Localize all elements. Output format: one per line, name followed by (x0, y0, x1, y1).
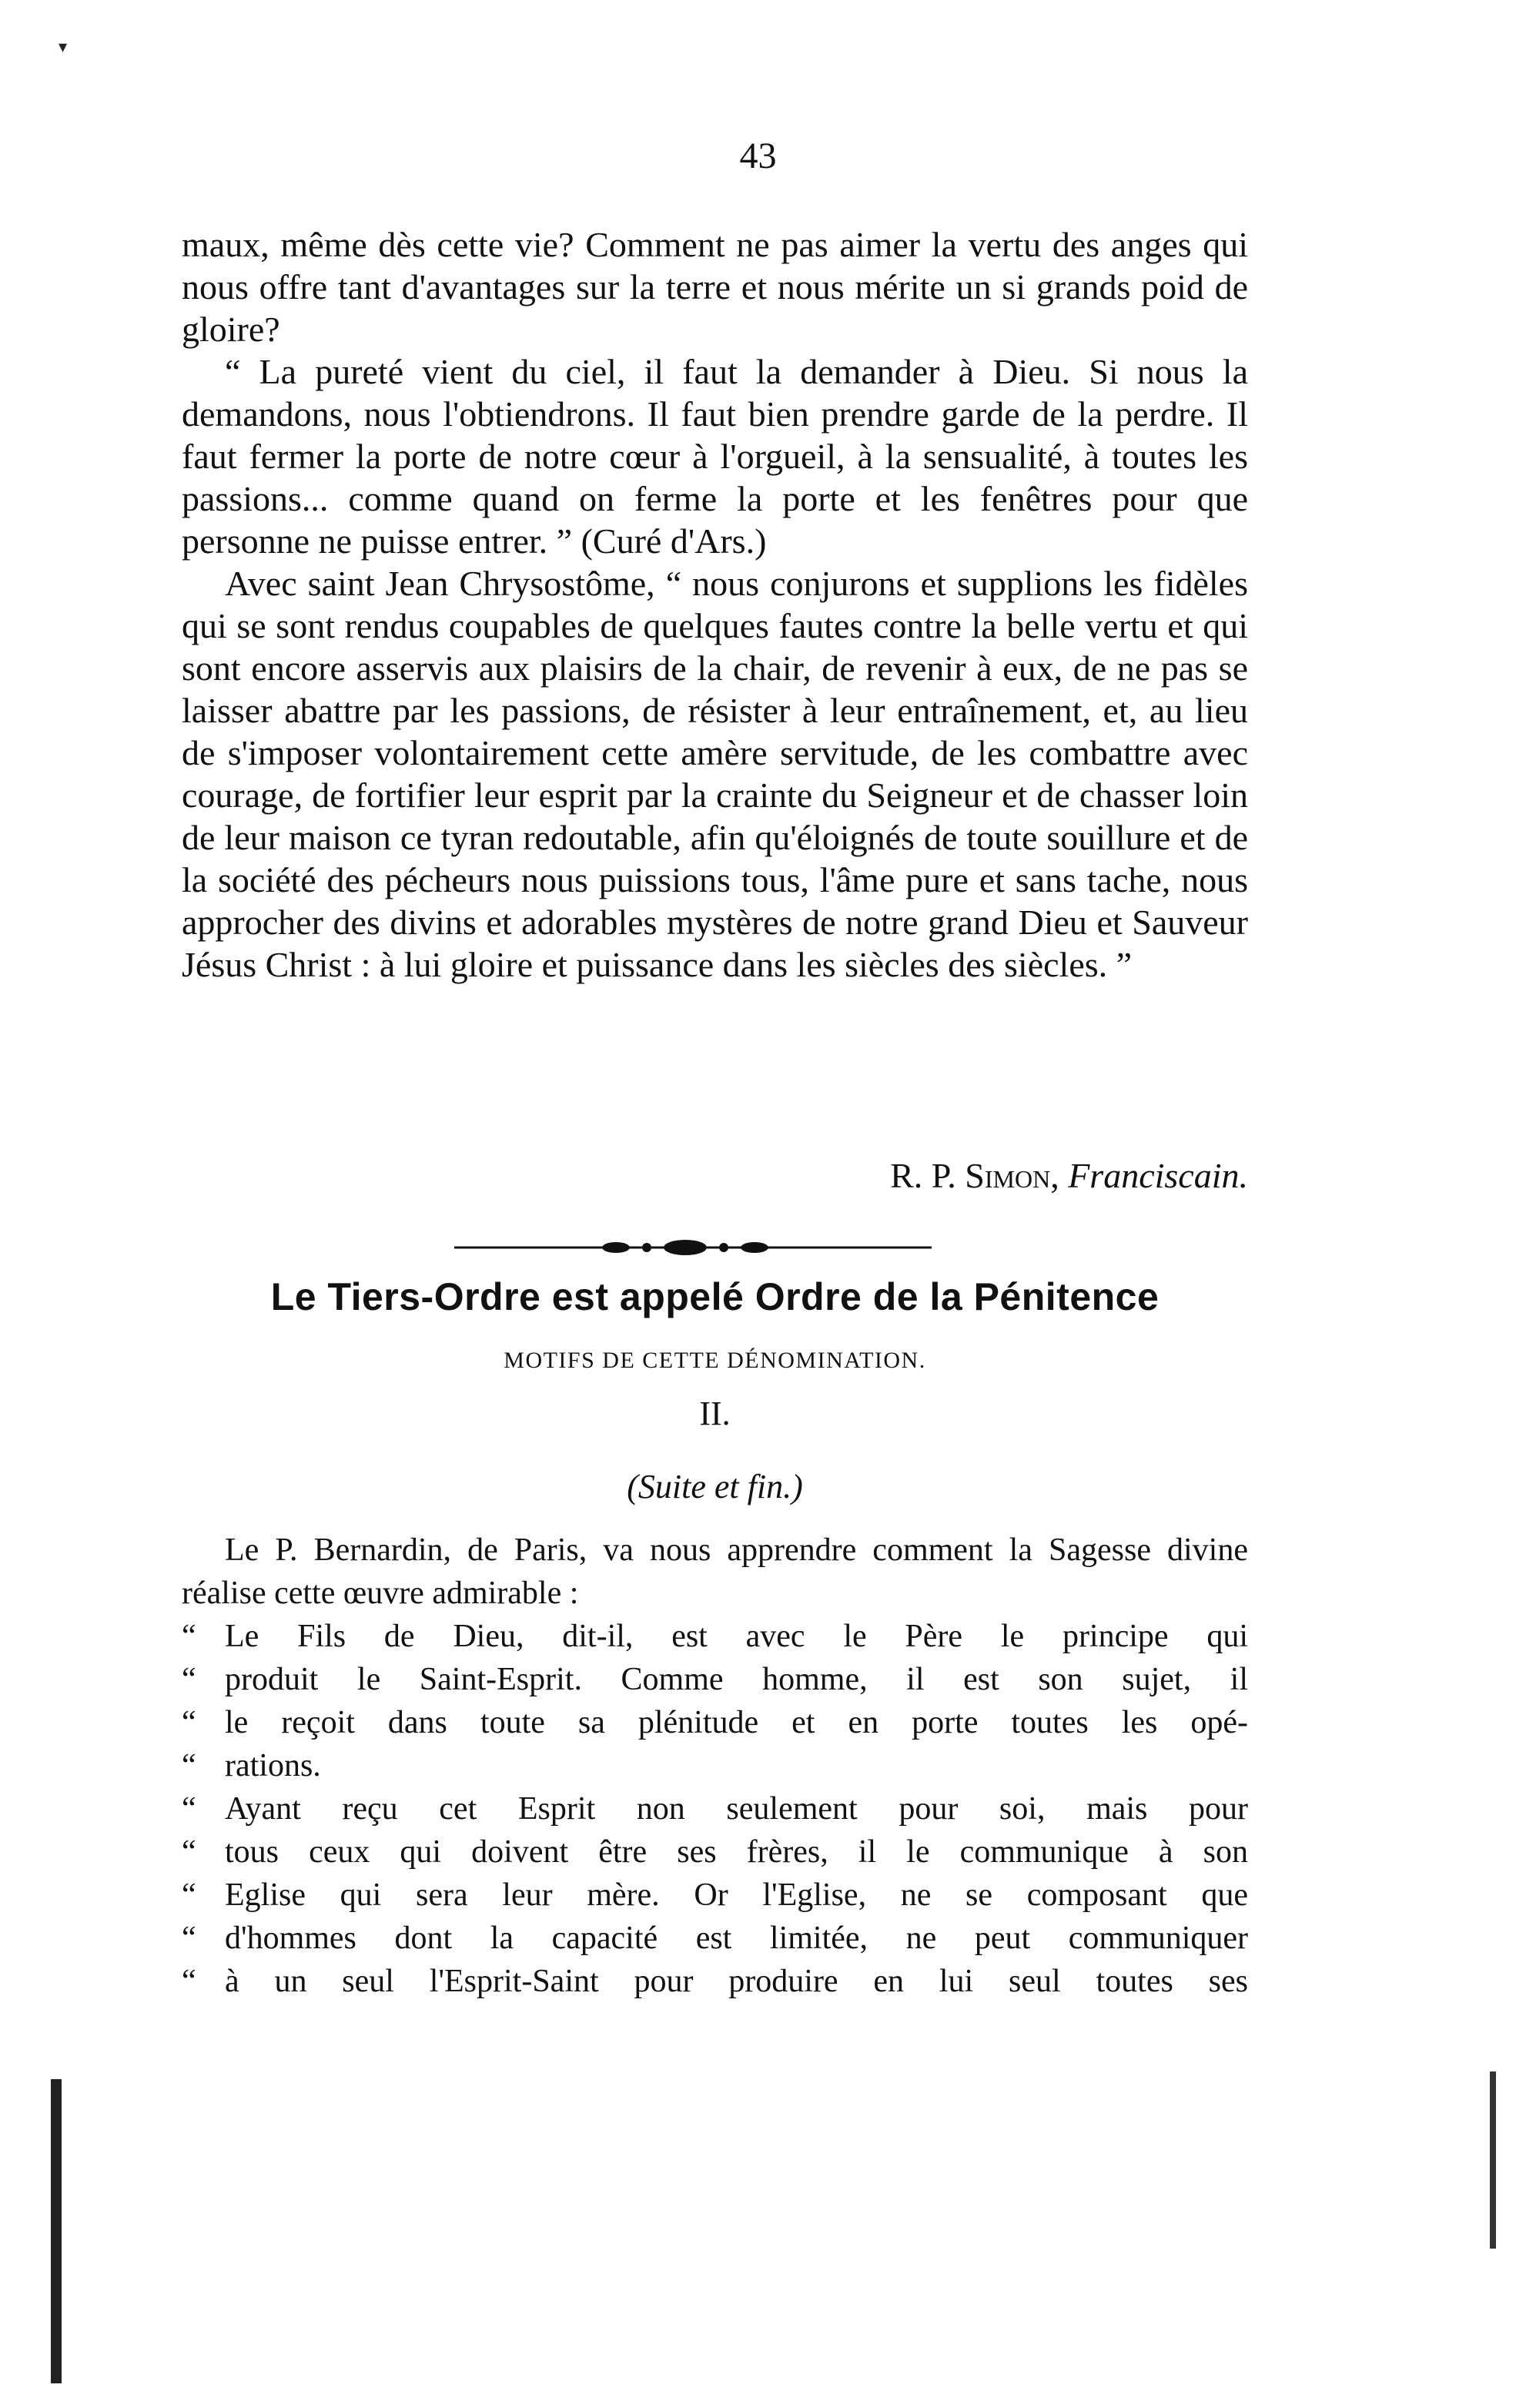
quote-text: Eglise qui sera leur mère. Or l'Eglise, ne se composant que (225, 1877, 1248, 1913)
body-text-bottom (182, 1529, 1248, 2003)
section-heading: Le Tiers-Ordre est appelé Ordre de la Pénitence (270, 1275, 1160, 1318)
quotation-2 (182, 1787, 1248, 2003)
quote-line (182, 1744, 1248, 1787)
quote-mark: “ (182, 1877, 196, 1913)
quote-mark: “ (182, 1964, 196, 1999)
quote-mark: “ (182, 1834, 196, 1870)
quote-text: à un seul l'Esprit-Saint pour produire en lui seul toutes ses (225, 1964, 1248, 1999)
quote-line (182, 1830, 1248, 1874)
page-number: 43 (739, 136, 777, 176)
quote-text: Ayant reçu cet Esprit non seulement pour soi, mais pour (225, 1791, 1248, 1827)
quote-line (182, 1917, 1248, 1960)
signature-order: Franciscain. (1068, 1156, 1248, 1195)
body-text-top (182, 223, 1248, 986)
quote-text: d'hommes dont la capacité est limitée, ne peut communiquer (225, 1921, 1248, 1956)
section-number: II. (699, 1395, 731, 1432)
scan-margin-artifact-right (1490, 2071, 1496, 2249)
paragraph: “ La pureté vient du ciel, il faut la demander à Dieu. Si nous la demandons, nous l'obtiendrons. Il faut bien prendre garde de la perdre. Il faut fermer la porte de notre cœur à l'orgueil, à la sensualité, à toutes les passions... comme quand on ferme la porte et les fenêtres pour que personne ne puisse entrer. ” (Curé d'Ars.) (182, 352, 1248, 561)
quote-text: le reçoit dans toute sa plénitude et en porte toutes les opé- (225, 1705, 1248, 1740)
quote-text: tous ceux qui doivent être ses frères, il le communique à son (225, 1834, 1248, 1870)
paragraph: maux, même dès cette vie? Comment ne pas aimer la vertu des anges qui nous offre tant d'avantages sur la terre et nous mérite un si grands poid de gloire? (182, 225, 1248, 349)
section-divider-ornament (454, 1236, 932, 1259)
scan-corner-mark: ▾ (59, 37, 68, 56)
quotation-1 (182, 1615, 1248, 1787)
quote-mark: “ (182, 1748, 196, 1783)
quote-line (182, 1615, 1248, 1658)
quote-text: produit le Saint-Esprit. Comme homme, il est son sujet, il (225, 1662, 1248, 1697)
quote-line (182, 1787, 1248, 1830)
scan-margin-artifact-left (51, 2079, 62, 2383)
signature-name: Simon (965, 1156, 1051, 1195)
section-subheading: MOTIFS DE CETTE DÉNOMINATION. (504, 1348, 926, 1373)
signature-prefix: R. P. (890, 1156, 965, 1195)
quote-line (182, 1701, 1248, 1744)
continuation-note: (Suite et fin.) (627, 1468, 803, 1505)
quote-mark: “ (182, 1791, 196, 1827)
paragraph: Avec saint Jean Chrysostôme, “ nous conjurons et supplions les fidèles qui se sont rendus coupables de quelques fautes contre la belle vertu et qui sont encore asservis aux plaisirs de la chair, de revenir à eux, de ne pas se laisser abattre par les passions, de résister à leur entraînement, et, au lieu de s'imposer volontairement cette amère servitude, de les combattre avec courage, de fortifier leur esprit par la crainte du Seigneur et de chasser loin de leur maison ce tyran redoutable, afin qu'éloignés de toute souillure et de la société des pécheurs nous puissions tous, l'âme pure et sans tache, nous approcher des divins et adorables mystères de notre grand Dieu et Sauveur Jésus Christ : à lui gloire et puissance dans les siècles des siècles. ” (182, 564, 1248, 984)
quote-line (182, 1960, 1248, 2003)
author-signature: R. P. Simon, Franciscain. (890, 1156, 1248, 1195)
quote-text: Le Fils de Dieu, dit-il, est avec le Père le principe qui (225, 1619, 1248, 1654)
quote-mark: “ (182, 1705, 196, 1740)
quote-mark: “ (182, 1662, 196, 1697)
quote-mark: “ (182, 1619, 196, 1654)
quote-line (182, 1658, 1248, 1701)
paragraph: Le P. Bernardin, de Paris, va nous apprendre comment la Sagesse divine réalise cette œuvre admirable : (182, 1532, 1248, 1611)
quote-line (182, 1874, 1248, 1917)
quote-mark: “ (182, 1921, 196, 1956)
quote-text: rations. (225, 1748, 321, 1783)
